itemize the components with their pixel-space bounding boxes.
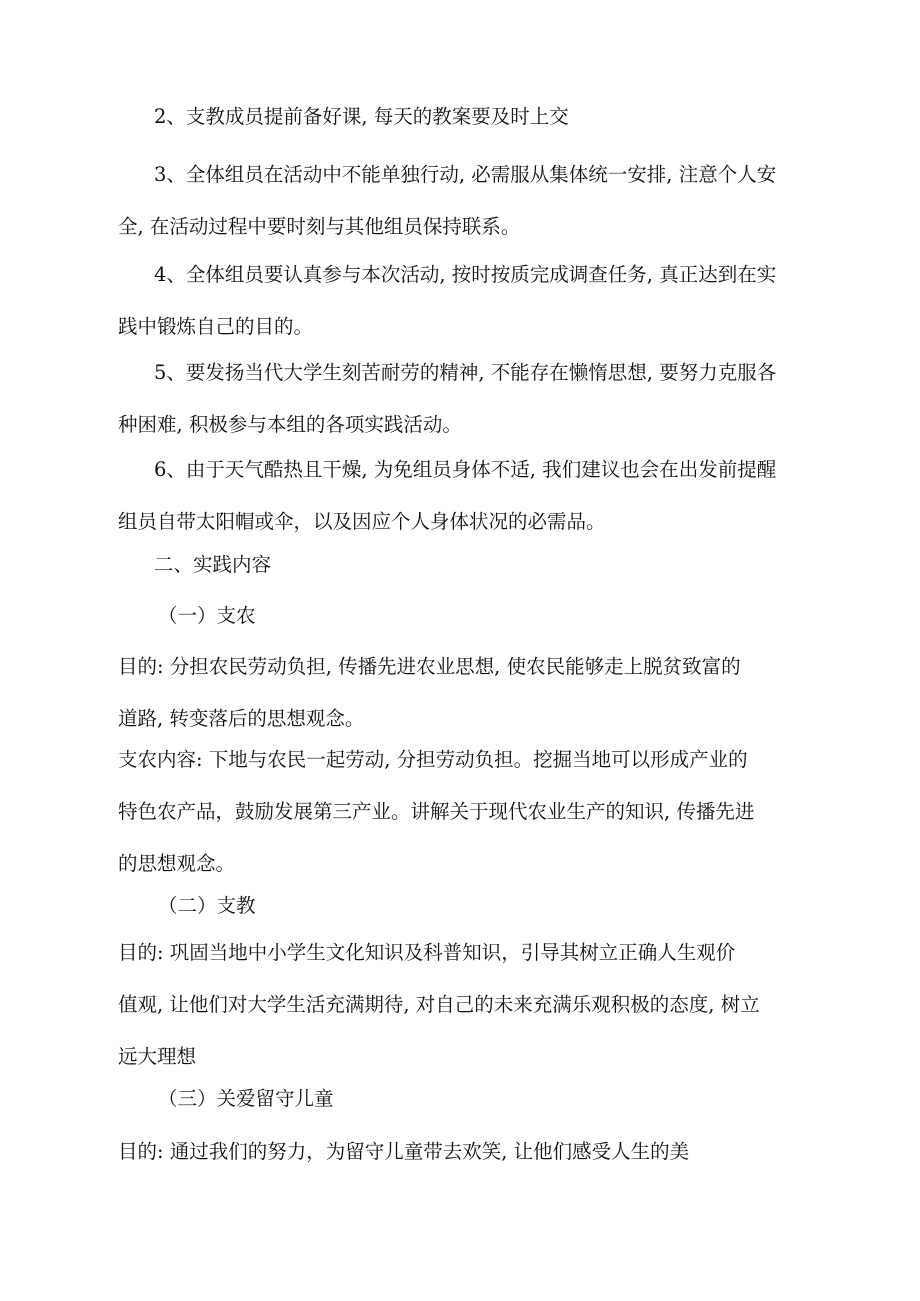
text-line: 的思想观念。: [118, 852, 236, 875]
paragraph-item-3: [118, 149, 793, 253]
text-line: 道路, 转变落后的思想观念。: [118, 707, 365, 730]
text-line: 2、支教成员提前备好课, 每天的教案要及时上交: [154, 105, 569, 128]
subsection-title: （三）关爱留守儿童: [158, 1087, 334, 1110]
subsection-heading-left-behind-children: [118, 1073, 793, 1125]
subsection-heading-teaching: [118, 880, 793, 932]
text-line: 3、全体组员在活动中不能单独行动, 必需服从集体统一安排, 注意个人安: [154, 163, 777, 186]
text-line: 5、要发扬当代大学生刻苦耐劳的精神, 不能存在懒惰思想, 要努力克服各: [154, 361, 777, 384]
text-line: 目的: 巩固当地中小学生文化知识及科普知识，引导其树立正确人生观价: [118, 941, 736, 964]
paragraph-item-6: [118, 444, 793, 548]
paragraph-item-2: [118, 91, 793, 143]
text-line: 践中锻炼自己的目的。: [118, 315, 314, 338]
paragraph-agriculture-purpose: [118, 641, 793, 745]
text-line: 远大理想: [118, 1045, 197, 1068]
subsection-title: （一）支农: [158, 604, 256, 627]
paragraph-item-5: [118, 347, 793, 451]
text-line: 目的: 分担农民劳动负担, 传播先进农业思想, 使农民能够走上脱贫致富的: [118, 655, 741, 678]
text-line: 全, 在活动过程中要时刻与其他组员保持联系。: [118, 215, 521, 238]
text-line: 4、全体组员要认真参与本次活动, 按时按质完成调查任务, 真正达到在实: [154, 263, 777, 286]
text-line: 种困难, 积极参与本组的各项实践活动。: [118, 413, 462, 436]
subsection-title: （二）支教: [158, 894, 256, 917]
text-line: 支农内容: 下地与农民一起劳动, 分担劳动负担。挖掘当地可以形成产业的: [118, 748, 748, 771]
text-line: 值观, 让他们对大学生活充满期待, 对自己的未来充满乐观积极的态度, 树立: [118, 993, 760, 1016]
text-line: 6、由于天气酷热且干燥, 为免组员身体不适, 我们建议也会在出发前提醒: [154, 458, 777, 481]
text-line: 特色农产品，鼓励发展第三产业。讲解关于现代农业生产的知识, 传播先进: [118, 800, 755, 823]
section-heading-practice-content: [118, 539, 793, 591]
paragraph-teaching-purpose: [118, 927, 793, 1083]
paragraph-children-purpose: [118, 1126, 793, 1178]
paragraph-agriculture-content: [118, 734, 793, 890]
text-line: 目的: 通过我们的努力，为留守儿童带去欢笑, 让他们感受人生的美: [118, 1140, 690, 1163]
section-title: 二、实践内容: [154, 553, 272, 576]
subsection-heading-agriculture: [118, 590, 793, 642]
paragraph-item-4: [118, 249, 793, 353]
text-line: 组员自带太阳帽或伞，以及因应个人身体状况的必需品。: [118, 510, 606, 533]
